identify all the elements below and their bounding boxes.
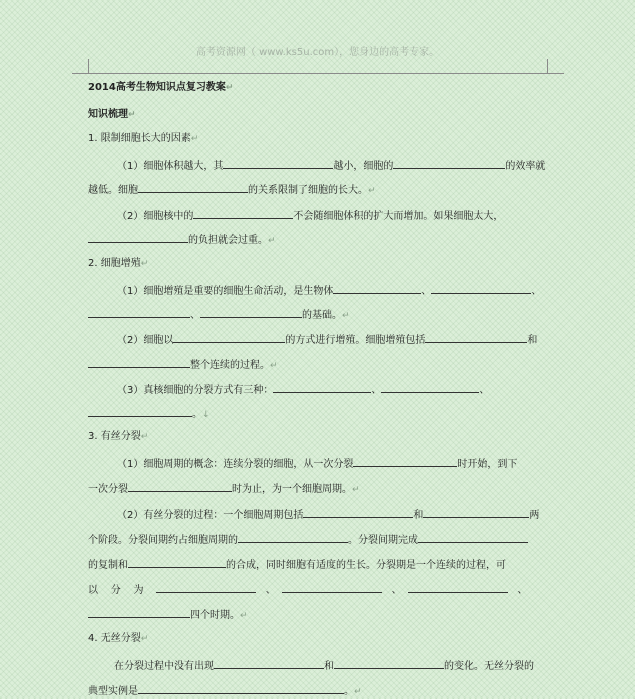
blank[interactable] xyxy=(431,282,531,294)
header-corner-left xyxy=(88,59,89,73)
blank[interactable] xyxy=(303,506,413,518)
q2-heading: 2. 细胞增殖↵ xyxy=(88,258,149,269)
q2-line-6: 。↓ xyxy=(88,405,210,422)
blank[interactable] xyxy=(88,356,190,368)
q2-line-2: 、 的基础。↵ xyxy=(88,306,350,323)
q3-line-4: 个阶段。分裂间期约占细胞周期的 。分裂间期完成 xyxy=(88,531,528,548)
blank[interactable] xyxy=(393,157,505,169)
blank[interactable] xyxy=(273,381,371,393)
q1-line-3: （2）细胞核中的 不会随细胞体积的扩大而增加。如果细胞太大， xyxy=(117,207,503,224)
blank[interactable] xyxy=(128,480,232,492)
q1-heading: 1. 限制细胞长大的因素↵ xyxy=(88,133,199,144)
q3-line-3: （2）有丝分裂的过程：一个细胞周期包括 和 两 xyxy=(117,506,539,523)
q3-line-2: 一次分裂 时为止，为一个细胞周期。↵ xyxy=(88,480,360,497)
q4-line-1: 在分裂过程中没有出现 和 的变化。无丝分裂的 xyxy=(114,657,534,674)
q3-line-7: 四个时期。↵ xyxy=(88,606,248,623)
blank[interactable] xyxy=(156,581,256,593)
q1-line-2: 越低。细胞 的关系限制了细胞的长大。↵ xyxy=(88,181,376,198)
q3-heading: 3. 有丝分裂↵ xyxy=(88,431,149,442)
blank[interactable] xyxy=(138,181,248,193)
blank[interactable] xyxy=(408,581,508,593)
blank[interactable] xyxy=(334,657,444,669)
blank[interactable] xyxy=(353,455,457,467)
blank[interactable] xyxy=(238,531,348,543)
q3-line-1: （1）细胞周期的概念：连续分裂的细胞，从一次分裂 时开始，到下 xyxy=(117,455,517,472)
q1-line-4: 的负担就会过重。↵ xyxy=(88,231,276,248)
blank[interactable] xyxy=(423,506,529,518)
blank[interactable] xyxy=(418,531,528,543)
blank[interactable] xyxy=(223,157,333,169)
blank[interactable] xyxy=(88,306,190,318)
q3-line-6: 以 分 为 、 、 、 xyxy=(88,581,528,598)
q2-line-3: （2）细胞以 的方式进行增殖。细胞增殖包括 和 xyxy=(117,331,537,348)
blank[interactable] xyxy=(128,556,226,568)
q2-line-1: （1）细胞增殖是重要的细胞生命活动，是生物体 、 、 xyxy=(117,282,541,299)
q4-line-2: 典型实例是 。↵ xyxy=(88,682,362,699)
header-corner-right xyxy=(547,59,548,73)
doc-title: 2014高考生物知识点复习教案↵ xyxy=(88,82,234,93)
header-rule-left xyxy=(72,73,88,74)
q1-line-1: （1）细胞体积越大，其 越小，细胞的 的效率就 xyxy=(117,157,545,174)
blank[interactable] xyxy=(88,606,190,618)
header-rule xyxy=(88,73,547,74)
site-header-note: 高考资源网（ www.ks5u.com），您身边的高考专家。 xyxy=(195,47,440,58)
blank[interactable] xyxy=(193,207,293,219)
blank[interactable] xyxy=(214,657,324,669)
q4-heading: 4. 无丝分裂↵ xyxy=(88,633,149,644)
blank[interactable] xyxy=(333,282,421,294)
blank[interactable] xyxy=(173,331,285,343)
blank[interactable] xyxy=(88,231,188,243)
blank[interactable] xyxy=(425,331,527,343)
header-rule-right xyxy=(547,73,564,74)
q3-line-5: 的复制和 的合成，同时细胞有适度的生长。分裂期是一个连续的过程，可 xyxy=(88,556,506,573)
q2-line-5: （3）真核细胞的分裂方式有三种： 、 、 xyxy=(117,381,489,398)
q2-line-4: 整个连续的过程。↵ xyxy=(88,356,278,373)
blank[interactable] xyxy=(88,405,192,417)
blank[interactable] xyxy=(381,381,479,393)
section-heading: 知识梳理↵ xyxy=(88,109,136,120)
blank[interactable] xyxy=(282,581,382,593)
blank[interactable] xyxy=(200,306,302,318)
blank[interactable] xyxy=(138,682,344,694)
